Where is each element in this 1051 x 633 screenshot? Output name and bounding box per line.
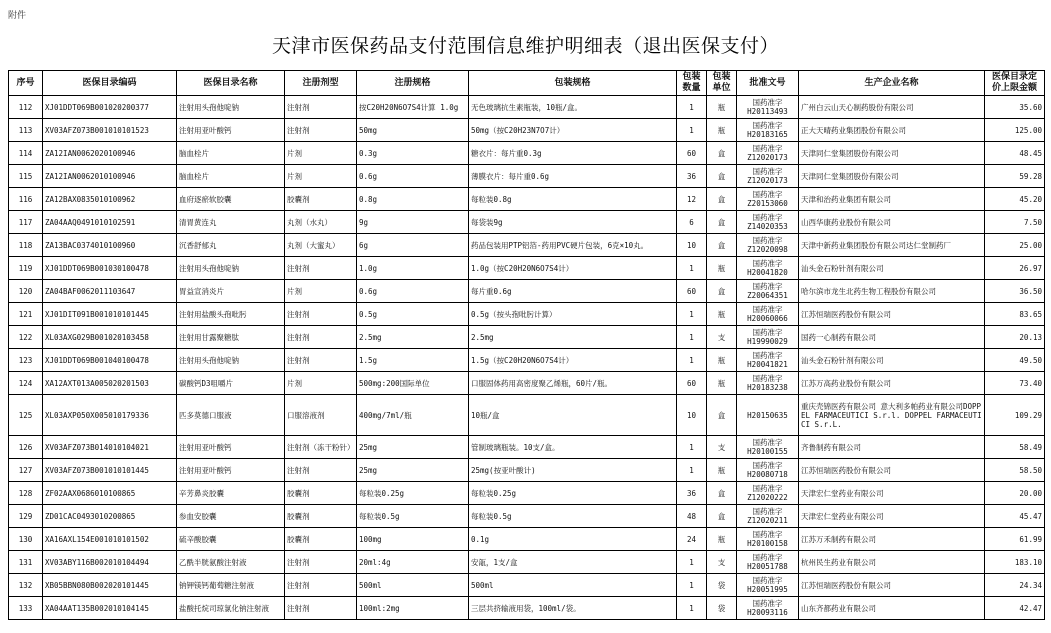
- cell-qty: 24: [677, 528, 707, 551]
- table-row: [9, 349, 1045, 372]
- cell-form: 胶囊剂: [285, 528, 357, 551]
- cell-code: XB05BBN080B002020101445: [43, 574, 177, 597]
- cell-price: 36.50: [985, 280, 1045, 303]
- cell-code: ZA12BAX0835010100962: [43, 188, 177, 211]
- cell-price: 48.45: [985, 142, 1045, 165]
- cell-package: 50mg（按C20H23N7O7计）: [469, 119, 677, 142]
- cell-maker: 哈尔滨市龙生北药生物工程股份有限公司: [799, 280, 985, 303]
- cell-code: ZF02AAX0686010100865: [43, 482, 177, 505]
- cell-unit: 支: [707, 436, 737, 459]
- cell-no: 122: [9, 326, 43, 349]
- table-row: [9, 165, 1045, 188]
- cell-qty: 36: [677, 165, 707, 188]
- column-header-maker: 生产企业名称: [799, 71, 985, 96]
- cell-spec: 500mg:200国际单位: [357, 372, 469, 395]
- cell-spec: 0.6g: [357, 280, 469, 303]
- cell-approval: 国药准字 H20041820: [737, 257, 799, 280]
- column-header-qty: 包装 数量: [677, 71, 707, 96]
- table-row: [9, 574, 1045, 597]
- table-row: [9, 211, 1045, 234]
- cell-qty: 12: [677, 188, 707, 211]
- cell-spec: 1.5g: [357, 349, 469, 372]
- cell-name: 注射用盐酸头孢吡肟: [177, 303, 285, 326]
- cell-code: XV03AFZ073B001010101445: [43, 459, 177, 482]
- cell-package: 口服固体药用高密度聚乙烯瓶，60片/瓶。: [469, 372, 677, 395]
- cell-maker: 天津和治药业集团有限公司: [799, 188, 985, 211]
- cell-maker: 江苏恒瑞医药股份有限公司: [799, 303, 985, 326]
- cell-qty: 1: [677, 326, 707, 349]
- cell-no: 130: [9, 528, 43, 551]
- cell-code: XA16AXL154E001010101502: [43, 528, 177, 551]
- cell-unit: 袋: [707, 574, 737, 597]
- cell-unit: 盒: [707, 280, 737, 303]
- cell-package: 糖衣片：每片重0.3g: [469, 142, 677, 165]
- cell-package: 每片重0.6g: [469, 280, 677, 303]
- cell-name: 脑血栓片: [177, 165, 285, 188]
- cell-maker: 江苏恒瑞医药股份有限公司: [799, 459, 985, 482]
- cell-code: XV03AFZ073B014010104021: [43, 436, 177, 459]
- cell-unit: 瓶: [707, 349, 737, 372]
- cell-maker: 天津宏仁堂药业有限公司: [799, 482, 985, 505]
- cell-package: 10瓶/盒: [469, 395, 677, 436]
- cell-form: 注射剂: [285, 257, 357, 280]
- cell-no: 131: [9, 551, 43, 574]
- cell-maker: 天津中新药业集团股份有限公司达仁堂制药厂: [799, 234, 985, 257]
- cell-price: 49.50: [985, 349, 1045, 372]
- column-header-code: 医保目录编码: [43, 71, 177, 96]
- cell-approval: 国药准字 H20100158: [737, 528, 799, 551]
- cell-unit: 盒: [707, 505, 737, 528]
- cell-form: 胶囊剂: [285, 505, 357, 528]
- attachment-label: 附件: [8, 11, 27, 21]
- cell-code: ZA13BAC0374010100960: [43, 234, 177, 257]
- cell-approval: 国药准字 H20183165: [737, 119, 799, 142]
- cell-no: 119: [9, 257, 43, 280]
- cell-unit: 支: [707, 326, 737, 349]
- cell-name: 注射用头孢他啶钠: [177, 257, 285, 280]
- cell-spec: 25mg: [357, 459, 469, 482]
- cell-spec: 0.8g: [357, 188, 469, 211]
- table-row: [9, 436, 1045, 459]
- cell-name: 乙酰半胱氨酸注射液: [177, 551, 285, 574]
- cell-form: 丸剂（水丸）: [285, 211, 357, 234]
- cell-package: 每粒装0.8g: [469, 188, 677, 211]
- table-row: [9, 119, 1045, 142]
- cell-name: 参血安胶囊: [177, 505, 285, 528]
- cell-unit: 盒: [707, 211, 737, 234]
- cell-qty: 10: [677, 395, 707, 436]
- cell-name: 注射用头孢他啶钠: [177, 349, 285, 372]
- cell-package: 药品包装用PTP铝箔-药用PVC硬片包装，6克×10丸。: [469, 234, 677, 257]
- cell-unit: 盒: [707, 482, 737, 505]
- cell-no: 113: [9, 119, 43, 142]
- cell-name: 钠钾镁钙葡萄糖注射液: [177, 574, 285, 597]
- cell-approval: H20150635: [737, 395, 799, 436]
- table-row: [9, 96, 1045, 119]
- table-row: [9, 234, 1045, 257]
- cell-maker: 天津同仁堂集团股份有限公司: [799, 165, 985, 188]
- cell-price: 7.50: [985, 211, 1045, 234]
- cell-name: 注射用亚叶酸钙: [177, 436, 285, 459]
- cell-no: 127: [9, 459, 43, 482]
- cell-code: XJ01DDT069B001020200377: [43, 96, 177, 119]
- table-row: [9, 597, 1045, 620]
- column-header-unit: 包装 单位: [707, 71, 737, 96]
- cell-code: ZA04AAQ0491010102591: [43, 211, 177, 234]
- table-row: [9, 303, 1045, 326]
- table-row: [9, 257, 1045, 280]
- cell-price: 20.00: [985, 482, 1045, 505]
- cell-spec: 100ml:2mg: [357, 597, 469, 620]
- cell-package: 0.5g（按头孢吡肟计算）: [469, 303, 677, 326]
- cell-spec: 每粒装0.5g: [357, 505, 469, 528]
- cell-unit: 盒: [707, 234, 737, 257]
- column-header-price: 医保目录定 价上限金额: [985, 71, 1045, 96]
- cell-name: 硫辛酸胶囊: [177, 528, 285, 551]
- column-header-form: 注册剂型: [285, 71, 357, 96]
- cell-price: 35.60: [985, 96, 1045, 119]
- cell-spec: 20ml:4g: [357, 551, 469, 574]
- cell-qty: 1: [677, 436, 707, 459]
- cell-spec: 6g: [357, 234, 469, 257]
- cell-no: 123: [9, 349, 43, 372]
- cell-unit: 盒: [707, 142, 737, 165]
- cell-qty: 60: [677, 372, 707, 395]
- table-row: [9, 459, 1045, 482]
- table-row: [9, 482, 1045, 505]
- cell-package: 每粒装0.5g: [469, 505, 677, 528]
- table-row: [9, 142, 1045, 165]
- column-header-approval: 批准文号: [737, 71, 799, 96]
- cell-approval: 国药准字 H20100155: [737, 436, 799, 459]
- cell-maker: 江苏万禾制药有限公司: [799, 528, 985, 551]
- cell-unit: 支: [707, 551, 737, 574]
- cell-spec: 1.0g: [357, 257, 469, 280]
- cell-package: 2.5mg: [469, 326, 677, 349]
- cell-package: 每袋装9g: [469, 211, 677, 234]
- cell-form: 注射剂: [285, 597, 357, 620]
- cell-maker: 重庆壳锦医药有限公司 意大利多帕药业有限公司DOPPEL FARMACEUTICI S.r.l. DOPPEL FARMACEUTICI S.r.L.: [799, 395, 985, 436]
- cell-maker: 江苏万高药业股份有限公司: [799, 372, 985, 395]
- cell-spec: 50mg: [357, 119, 469, 142]
- cell-qty: 1: [677, 119, 707, 142]
- cell-approval: 国药准字 H20051995: [737, 574, 799, 597]
- cell-code: XA04AAT135B002010104145: [43, 597, 177, 620]
- cell-no: 124: [9, 372, 43, 395]
- cell-maker: 齐鲁制药有限公司: [799, 436, 985, 459]
- cell-unit: 瓶: [707, 372, 737, 395]
- cell-package: 1.0g（按C20H20N6O7S4计）: [469, 257, 677, 280]
- cell-no: 114: [9, 142, 43, 165]
- table-body: [9, 96, 1045, 620]
- cell-code: ZA12IAN0062010100946: [43, 165, 177, 188]
- cell-price: 45.20: [985, 188, 1045, 211]
- cell-approval: 国药准字 H20060066: [737, 303, 799, 326]
- cell-package: 安瓿，1支/盒: [469, 551, 677, 574]
- cell-qty: 1: [677, 257, 707, 280]
- cell-approval: 国药准字 H20113493: [737, 96, 799, 119]
- cell-form: 注射剂: [285, 96, 357, 119]
- cell-no: 115: [9, 165, 43, 188]
- cell-qty: 1: [677, 459, 707, 482]
- cell-approval: 国药准字 H19990029: [737, 326, 799, 349]
- cell-form: 注射剂（冻干粉针）: [285, 436, 357, 459]
- cell-name: 血府逐瘀软胶囊: [177, 188, 285, 211]
- cell-approval: 国药准字 H20080718: [737, 459, 799, 482]
- cell-package: 无色玻璃抗生素瓶装，10瓶/盒。: [469, 96, 677, 119]
- cell-name: 清胃黄连丸: [177, 211, 285, 234]
- cell-name: 注射用甘露聚糖肽: [177, 326, 285, 349]
- cell-code: XV03AFZ073B001010101523: [43, 119, 177, 142]
- table-row: [9, 528, 1045, 551]
- cell-approval: 国药准字 H20051788: [737, 551, 799, 574]
- cell-form: 注射剂: [285, 574, 357, 597]
- cell-qty: 1: [677, 349, 707, 372]
- cell-maker: 山东齐都药业有限公司: [799, 597, 985, 620]
- cell-approval: 国药准字 H20041821: [737, 349, 799, 372]
- cell-spec: 400mg/7ml/瓶: [357, 395, 469, 436]
- cell-name: 沉香舒郁丸: [177, 234, 285, 257]
- cell-approval: 国药准字 Z14020353: [737, 211, 799, 234]
- cell-approval: 国药准字 Z12020211: [737, 505, 799, 528]
- table-row: [9, 551, 1045, 574]
- cell-no: 132: [9, 574, 43, 597]
- cell-qty: 1: [677, 303, 707, 326]
- cell-no: 117: [9, 211, 43, 234]
- cell-approval: 国药准字 Z12020222: [737, 482, 799, 505]
- table-row: [9, 395, 1045, 436]
- cell-price: 183.10: [985, 551, 1045, 574]
- cell-price: 109.29: [985, 395, 1045, 436]
- cell-approval: 国药准字 Z20064351: [737, 280, 799, 303]
- cell-no: 129: [9, 505, 43, 528]
- cell-spec: 0.3g: [357, 142, 469, 165]
- cell-no: 118: [9, 234, 43, 257]
- cell-form: 片剂: [285, 372, 357, 395]
- cell-spec: 0.6g: [357, 165, 469, 188]
- cell-maker: 天津宏仁堂药业有限公司: [799, 505, 985, 528]
- cell-name: 胃益宣消炎片: [177, 280, 285, 303]
- cell-unit: 盒: [707, 395, 737, 436]
- cell-price: 24.34: [985, 574, 1045, 597]
- cell-price: 58.50: [985, 459, 1045, 482]
- cell-maker: 天津同仁堂集团股份有限公司: [799, 142, 985, 165]
- cell-price: 42.47: [985, 597, 1045, 620]
- cell-unit: 瓶: [707, 459, 737, 482]
- cell-unit: 盒: [707, 165, 737, 188]
- cell-form: 注射剂: [285, 551, 357, 574]
- cell-name: 注射用头孢他啶钠: [177, 96, 285, 119]
- cell-approval: 国药准字 Z20153060: [737, 188, 799, 211]
- cell-form: 注射剂: [285, 119, 357, 142]
- cell-name: 注射用亚叶酸钙: [177, 459, 285, 482]
- cell-spec: 0.5g: [357, 303, 469, 326]
- cell-unit: 袋: [707, 597, 737, 620]
- table-row: [9, 280, 1045, 303]
- cell-maker: 汕头金石粉针剂有限公司: [799, 257, 985, 280]
- cell-unit: 瓶: [707, 528, 737, 551]
- cell-package: 薄膜衣片：每片重0.6g: [469, 165, 677, 188]
- cell-name: 辛芳鼻炎胶囊: [177, 482, 285, 505]
- cell-approval: 国药准字 Z12020173: [737, 165, 799, 188]
- cell-name: 脑血栓片: [177, 142, 285, 165]
- cell-code: XJ01DDT069B001040100478: [43, 349, 177, 372]
- drug-table: [8, 70, 1045, 620]
- cell-price: 73.40: [985, 372, 1045, 395]
- cell-maker: 国药一心制药有限公司: [799, 326, 985, 349]
- cell-package: 每粒装0.25g: [469, 482, 677, 505]
- cell-unit: 瓶: [707, 96, 737, 119]
- cell-form: 注射剂: [285, 349, 357, 372]
- cell-price: 25.00: [985, 234, 1045, 257]
- cell-code: ZD01CAC0493010200865: [43, 505, 177, 528]
- cell-form: 片剂: [285, 165, 357, 188]
- cell-package: 0.1g: [469, 528, 677, 551]
- cell-form: 注射剂: [285, 303, 357, 326]
- cell-price: 125.00: [985, 119, 1045, 142]
- table-row: [9, 372, 1045, 395]
- cell-qty: 60: [677, 142, 707, 165]
- cell-code: XL03AXG029B001020103458: [43, 326, 177, 349]
- cell-form: 胶囊剂: [285, 482, 357, 505]
- cell-maker: 山西华康药业股份有限公司: [799, 211, 985, 234]
- cell-no: 120: [9, 280, 43, 303]
- cell-spec: 每粒装0.25g: [357, 482, 469, 505]
- cell-spec: 100mg: [357, 528, 469, 551]
- table-header-row: [9, 71, 1045, 96]
- cell-approval: 国药准字 Z12020098: [737, 234, 799, 257]
- cell-price: 59.28: [985, 165, 1045, 188]
- cell-qty: 6: [677, 211, 707, 234]
- cell-code: ZA04BAF0062011103647: [43, 280, 177, 303]
- table-row: [9, 188, 1045, 211]
- cell-package: 500ml: [469, 574, 677, 597]
- cell-form: 片剂: [285, 280, 357, 303]
- cell-form: 片剂: [285, 142, 357, 165]
- cell-code: XV03ABY116B002010104494: [43, 551, 177, 574]
- cell-form: 口服溶液剂: [285, 395, 357, 436]
- cell-no: 133: [9, 597, 43, 620]
- cell-form: 注射剂: [285, 459, 357, 482]
- cell-maker: 江苏恒瑞医药股份有限公司: [799, 574, 985, 597]
- cell-maker: 杭州民生药业有限公司: [799, 551, 985, 574]
- cell-qty: 1: [677, 551, 707, 574]
- cell-qty: 1: [677, 96, 707, 119]
- document-title: 天津市医保药品支付范围信息维护明细表（退出医保支付）: [271, 35, 779, 57]
- cell-approval: 国药准字 Z12020173: [737, 142, 799, 165]
- cell-spec: 按C20H20N6O7S4计算 1.0g: [357, 96, 469, 119]
- cell-no: 121: [9, 303, 43, 326]
- cell-name: 碳酸钙D3咀嚼片: [177, 372, 285, 395]
- cell-no: 112: [9, 96, 43, 119]
- cell-code: ZA12IAN0062020100946: [43, 142, 177, 165]
- cell-price: 26.97: [985, 257, 1045, 280]
- cell-qty: 36: [677, 482, 707, 505]
- cell-approval: 国药准字 H20093116: [737, 597, 799, 620]
- cell-code: XA12AXT013A005020201503: [43, 372, 177, 395]
- table-row: [9, 326, 1045, 349]
- cell-price: 20.13: [985, 326, 1045, 349]
- cell-name: 盐酸托烷司琼氯化钠注射液: [177, 597, 285, 620]
- cell-qty: 60: [677, 280, 707, 303]
- cell-maker: 汕头金石粉针剂有限公司: [799, 349, 985, 372]
- cell-spec: 25mg: [357, 436, 469, 459]
- column-header-package: 包装规格: [469, 71, 677, 96]
- cell-qty: 1: [677, 597, 707, 620]
- cell-package: 1.5g（按C20H20N6O7S4计）: [469, 349, 677, 372]
- cell-price: 58.49: [985, 436, 1045, 459]
- cell-name: 匹多莫德口服液: [177, 395, 285, 436]
- cell-no: 128: [9, 482, 43, 505]
- cell-maker: 正大天晴药业集团股份有限公司: [799, 119, 985, 142]
- cell-unit: 瓶: [707, 119, 737, 142]
- column-header-name: 医保目录名称: [177, 71, 285, 96]
- cell-code: XL03AXP050X005010179336: [43, 395, 177, 436]
- cell-form: 丸剂（大蜜丸）: [285, 234, 357, 257]
- column-header-no: 序号: [9, 71, 43, 96]
- column-header-spec: 注册规格: [357, 71, 469, 96]
- cell-code: XJ01DIT091B001010101445: [43, 303, 177, 326]
- cell-qty: 10: [677, 234, 707, 257]
- cell-unit: 瓶: [707, 257, 737, 280]
- cell-unit: 盒: [707, 188, 737, 211]
- cell-no: 126: [9, 436, 43, 459]
- cell-form: 胶囊剂: [285, 188, 357, 211]
- cell-qty: 1: [677, 574, 707, 597]
- cell-unit: 瓶: [707, 303, 737, 326]
- cell-spec: 500ml: [357, 574, 469, 597]
- cell-qty: 48: [677, 505, 707, 528]
- cell-spec: 2.5mg: [357, 326, 469, 349]
- cell-approval: 国药准字 H20183238: [737, 372, 799, 395]
- cell-package: 管制玻璃瓶装。10支/盒。: [469, 436, 677, 459]
- cell-no: 116: [9, 188, 43, 211]
- cell-package: 25mg(按亚叶酸计): [469, 459, 677, 482]
- cell-no: 125: [9, 395, 43, 436]
- cell-maker: 广州白云山天心制药股份有限公司: [799, 96, 985, 119]
- cell-price: 61.99: [985, 528, 1045, 551]
- cell-price: 45.47: [985, 505, 1045, 528]
- cell-form: 注射剂: [285, 326, 357, 349]
- cell-name: 注射用亚叶酸钙: [177, 119, 285, 142]
- table-row: [9, 505, 1045, 528]
- cell-code: XJ01DDT069B001030100478: [43, 257, 177, 280]
- cell-price: 83.65: [985, 303, 1045, 326]
- cell-spec: 9g: [357, 211, 469, 234]
- cell-package: 三层共挤输液用袋，100ml/袋。: [469, 597, 677, 620]
